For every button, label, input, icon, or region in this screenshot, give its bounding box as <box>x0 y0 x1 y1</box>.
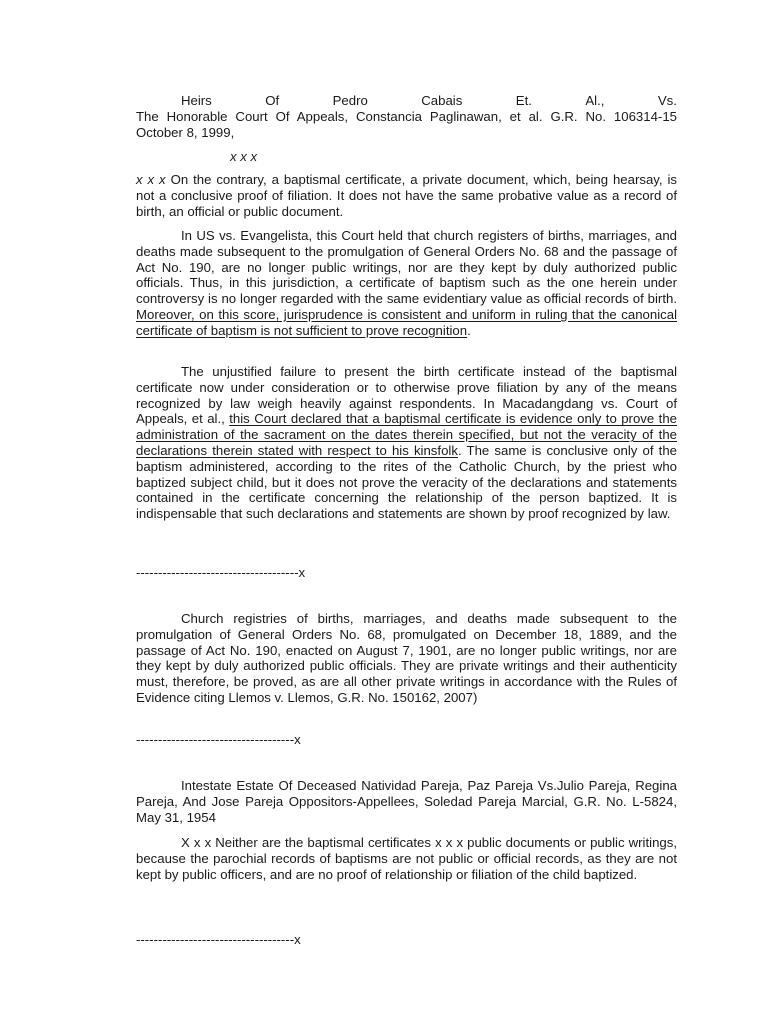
section-separator: ------------------------------------x <box>136 932 301 947</box>
case-heading-line <box>136 93 677 109</box>
paragraph-text: . The same is conclusive only of the baptism administered, according to the rites of the Catholic Church, by the priest who baptized subject child, but it does not prove the veracity of the declarations and statements contained in the certificate concerning the relationship of the person baptized. It is indispensable that such declarations and statements are shown by proof recognized by law. <box>136 442 677 522</box>
paragraph-parochial-records: X x x Neither are the baptismal certificates x x x public documents or public writings, because the parochial records of baptisms are not public or official records, as they are not kept by public officers, and are no proof of relationship or filiation of the child baptized. <box>136 835 677 882</box>
case-heading-pareja: Intestate Estate Of Deceased Natividad Pareja, Paz Pareja Vs.Julio Pareja, Regina Pareja, And Jose Pareja Oppositors-Appellees, Soledad Pareja Marcial, G.R. No. L-5824, May 31, 1954 <box>136 778 677 825</box>
heading-word: Al., <box>585 93 605 108</box>
case-heading-rest: The Honorable Court Of Appeals, Constancia Paglinawan, et al. G.R. No. 106314-15 October 8, 1999, <box>136 108 677 140</box>
ellipsis-lead: x x x <box>136 172 166 187</box>
heading-word: Of <box>265 93 280 108</box>
paragraph-text: On the contrary, a baptismal certificate, a private document, which, being hearsay, is not a conclusive proof of filiation. It does not have the same probative value as a record of birth, an official or public document. <box>136 172 678 219</box>
paragraph-text: The unjustified failure to present the birth certificate instead of the baptismal certificate now under consideration or to otherwise prove filiation by any of the means recognized by law weigh heavily against respondents. In Macadangdang vs. Court of Appeals, et al., <box>136 364 677 427</box>
heading-word: Pedro <box>332 93 368 108</box>
heading-word: Vs. <box>657 93 677 108</box>
paragraph-church-registries: Church registries of births, marriages, and deaths made subsequent to the promulgation of General Orders No. 68, promulgated on December 18, 1889, and the passage of Act No. 190, enacted on August 7, 1901, are no longer public writings, nor are they kept by duly authorized public officials. They are private writings and their authenticity must, therefore, be proved, as are all other private writings in accordance with the Rules of Evidence citing Llemos v. Llemos, G.R. No. 150162, 2007) <box>136 611 677 705</box>
paragraph-macadangdang <box>136 364 677 522</box>
heading-word: Heirs <box>181 93 212 108</box>
case-heading-cabais <box>136 93 677 140</box>
ellipsis-marker: x x x <box>230 149 258 164</box>
underlined-holding: this Court declared that a baptismal certificate is evidence only to prove the administration of the sacrament on the dates therein specified, but not the veracity of the declarations therein stated with respect to his kinsfolk <box>136 411 677 458</box>
section-separator: ------------------------------------x <box>136 732 301 747</box>
heading-word: Cabais <box>421 93 463 108</box>
paragraph-text: . <box>467 322 471 338</box>
paragraph-text: In US vs. Evangelista, this Court held that church registers of births, marriages, and deaths made subsequent to the promulgation of General Orders No. 68 and the passage of Act No. 190, are no longer public writings, nor are they kept by duly authorized public officials. Thus, in this jurisdiction, a certificate of baptism such as the one herein under controversy is no longer regarded with the same evidentiary value as official records of birth. <box>136 228 677 307</box>
heading-word: Et. <box>515 93 532 108</box>
paragraph-evangelista <box>136 228 677 339</box>
underlined-holding: Moreover, on this score, jurisprudence is consistent and uniform in ruling that the canonical certificate of baptism is not sufficient to prove recognition <box>136 306 677 338</box>
paragraph-filiation <box>136 172 677 219</box>
section-separator: -------------------------------------x <box>136 565 306 580</box>
